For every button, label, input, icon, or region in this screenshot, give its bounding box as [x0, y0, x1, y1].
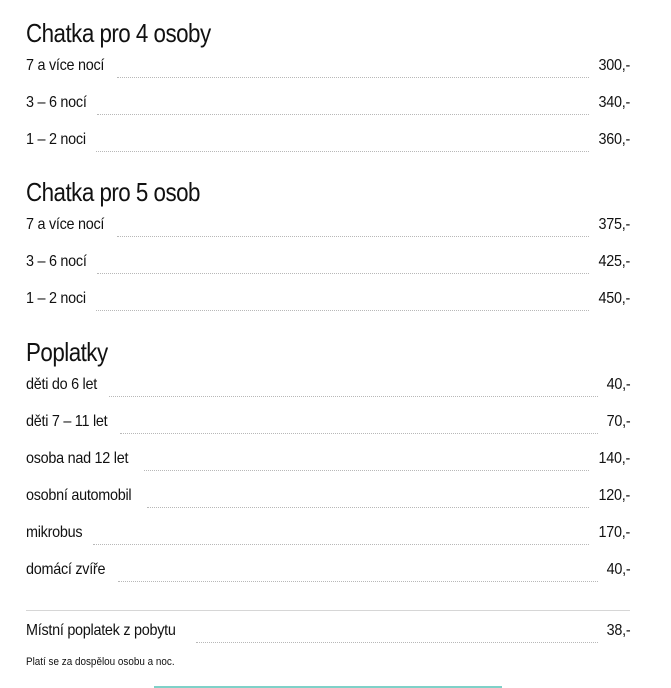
price-row: [26, 370, 630, 394]
price-row-value: 340,-: [598, 94, 630, 111]
section-cabin-4: [26, 18, 630, 149]
price-row-label: osobní automobil: [26, 487, 132, 504]
price-row-label: děti do 6 let: [26, 376, 97, 393]
price-row-label: 3 – 6 nocí: [26, 253, 87, 270]
price-row-value: 375,-: [598, 216, 630, 233]
price-row-label: domácí zvíře: [26, 561, 106, 578]
dot-leader: [117, 236, 589, 237]
section-title: Chatka pro 5 osob: [26, 177, 200, 207]
section-cabin-5: [26, 177, 630, 308]
price-row: [26, 505, 630, 542]
price-row-value: 40,-: [606, 561, 630, 578]
price-row-value: 70,-: [606, 413, 630, 430]
price-row: [26, 542, 630, 579]
price-row-value: 425,-: [598, 253, 630, 270]
price-row: [26, 210, 630, 234]
section-title: Chatka pro 4 osoby: [26, 18, 211, 48]
price-row-value: 170,-: [598, 524, 630, 541]
price-row-value: 120,-: [598, 487, 630, 504]
dot-leader: [147, 507, 589, 508]
dot-leader: [109, 396, 598, 397]
price-row-value: 450,-: [598, 290, 630, 307]
price-row: [26, 271, 630, 308]
dot-leader: [97, 114, 589, 115]
local-fee-note: Platí se za dospělou osobu a noc.: [26, 656, 175, 668]
dot-leader: [144, 470, 589, 471]
dot-leader: [117, 77, 589, 78]
dot-leader: [118, 581, 598, 582]
price-row: [26, 112, 630, 149]
price-row-label: 7 a více nocí: [26, 216, 105, 233]
price-row-label: 1 – 2 noci: [26, 131, 86, 148]
dot-leader: [120, 433, 597, 434]
price-row: [26, 394, 630, 431]
price-row: [26, 51, 630, 75]
price-row: [26, 468, 630, 505]
section-fees: [26, 337, 630, 579]
dot-leader: [96, 310, 589, 311]
price-row-label: 1 – 2 noci: [26, 290, 86, 307]
price-row-label: mikrobus: [26, 524, 83, 541]
divider: [26, 610, 630, 611]
price-row: [26, 75, 630, 112]
price-row-value: 38,-: [606, 622, 630, 639]
price-row-value: 300,-: [598, 57, 630, 74]
price-row-label: 7 a více nocí: [26, 57, 105, 74]
price-row: [26, 616, 630, 640]
price-row-label: osoba nad 12 let: [26, 450, 129, 467]
section-title: Poplatky: [26, 337, 108, 367]
price-row-label: Místní poplatek z pobytu: [26, 622, 176, 639]
price-row-label: 3 – 6 nocí: [26, 94, 87, 111]
price-row-value: 140,-: [598, 450, 630, 467]
dot-leader: [96, 151, 589, 152]
local-fee: [26, 616, 630, 640]
price-row: [26, 431, 630, 468]
price-row-value: 360,-: [598, 131, 630, 148]
dot-leader: [196, 642, 597, 643]
price-row-label: děti 7 – 11 let: [26, 413, 108, 430]
dot-leader: [97, 273, 589, 274]
dot-leader: [93, 544, 590, 545]
price-row-value: 40,-: [606, 376, 630, 393]
price-row: [26, 234, 630, 271]
